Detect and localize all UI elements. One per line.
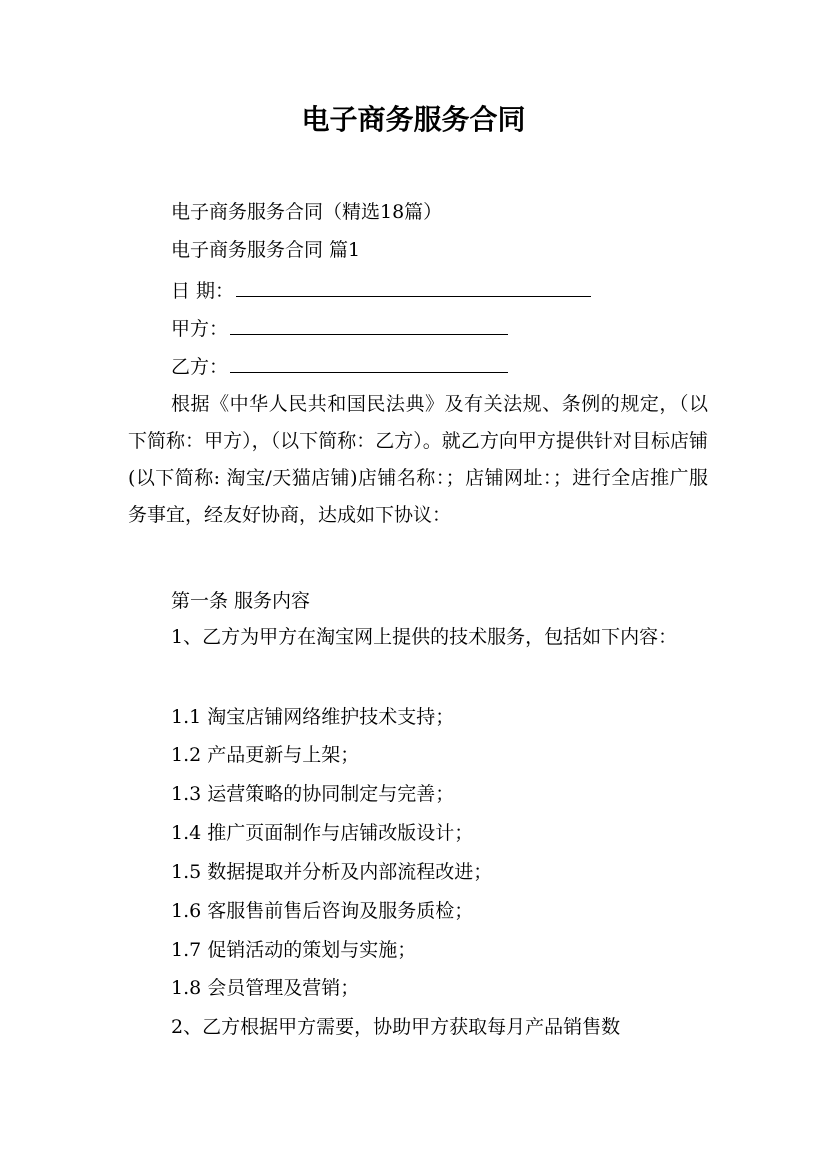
list-item: 1.1 淘宝店铺网络维护技术支持；: [171, 706, 455, 728]
list-item: 1.3 运营策略的协同制定与完善；: [171, 783, 455, 805]
list-item: 1.4 推广页面制作与店铺改版设计；: [171, 822, 474, 844]
date-line: [171, 276, 751, 305]
list-item: 1.5 数据提取并分析及内部流程改进；: [171, 861, 493, 883]
list-item: 1.6 客服售前售后咨询及服务质检；: [171, 900, 474, 922]
list-item: 1.7 促销活动的策划与实施；: [171, 939, 417, 961]
document-title: 电子商务服务合同: [301, 103, 526, 136]
clause-1: 1、乙方为甲方在淘宝网上提供的技术服务，包括如下内容：: [171, 626, 678, 648]
date-label: 日 期：: [171, 280, 235, 302]
date-blank: [236, 276, 591, 297]
list-item: 1.2 产品更新与上架；: [171, 744, 360, 766]
party-a-line: [171, 314, 751, 343]
list-item: 1.8 会员管理及营销；: [171, 977, 360, 999]
party-a-blank: [230, 314, 508, 335]
section-heading: 电子商务服务合同 篇1: [171, 239, 361, 261]
party-b-blank: [230, 352, 508, 373]
party-b-line: [171, 352, 751, 381]
intro-paragraph: 根据《中华人民共和国民法典》及有关法规、条例的规定，（以下简称：甲方），（以下简称：乙方）。就乙方向甲方提供针对目标店铺(以下简称: 淘宝/天猫店铺)店铺名称：；店铺网址：；进行全店推广服务事宜，经友好协商，达成如下协议：: [128, 393, 708, 526]
clause-2: 2、乙方根据甲方需要，协助甲方获取每月产品销售数: [171, 1016, 621, 1038]
party-b-label: 乙方：: [171, 356, 229, 378]
article-1-heading: 第一条 服务内容: [171, 590, 311, 612]
document-subtitle: 电子商务服务合同（精选18篇）: [171, 201, 443, 223]
party-a-label: 甲方：: [171, 318, 229, 340]
